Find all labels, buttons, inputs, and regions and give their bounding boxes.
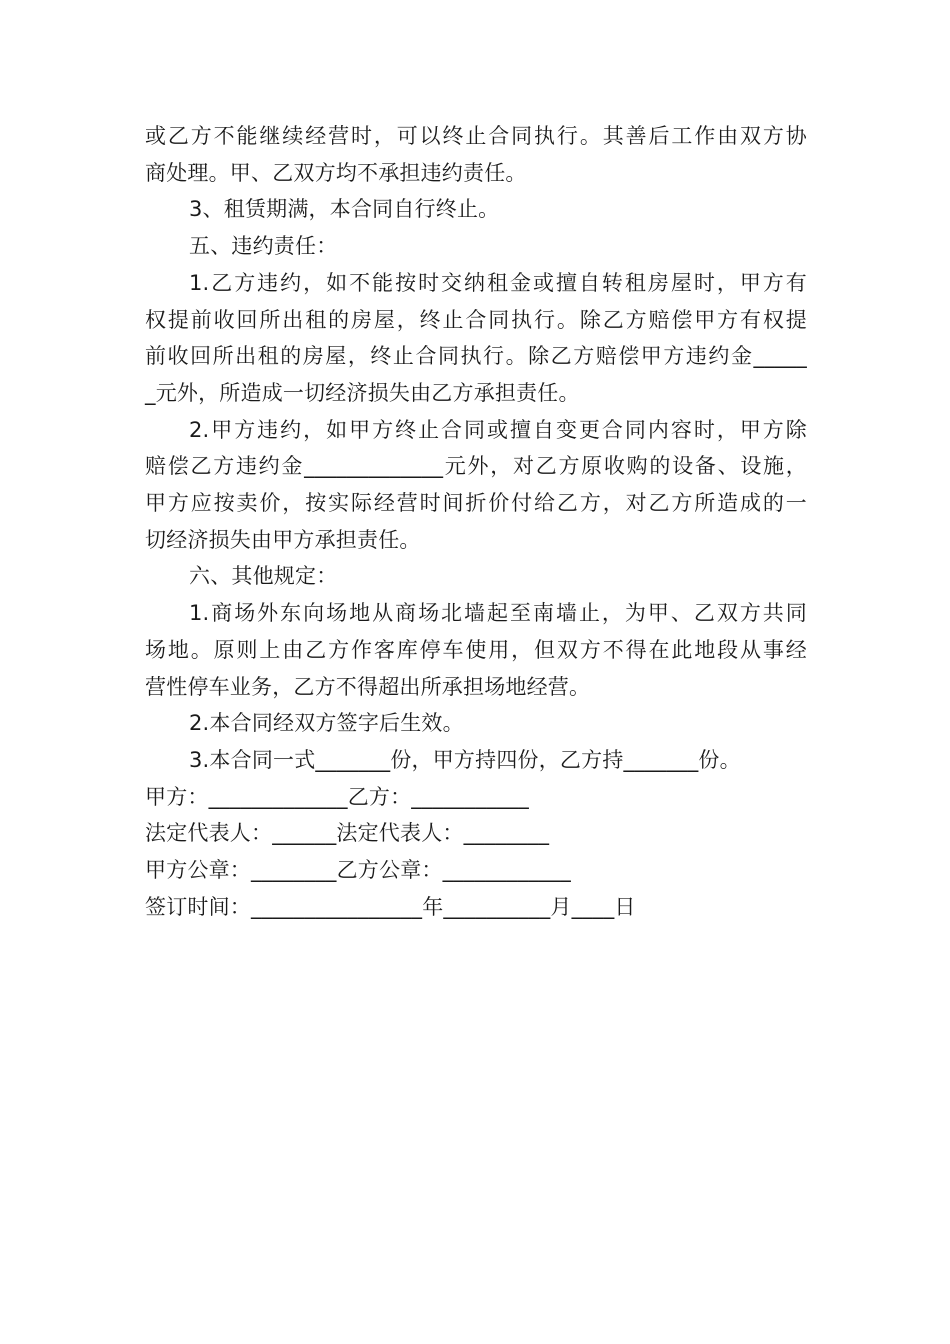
clause-term-end: 3、租赁期满，本合同自行终止。 [189,197,500,222]
paragraph-line: 或乙方不能继续经营时，可以终止合同执行。其善后工作由双方协 [145,124,807,148]
paragraph-line: 赔偿乙方违约金_____________元外，对乙方原收购的设备、设施， [145,454,807,479]
paragraph-line: _元外，所造成一切经济损失由乙方承担责任。 [145,380,580,405]
signature-representatives: 法定代表人：______法定代表人：________ [145,821,550,846]
paragraph-line: 权提前收回所出租的房屋，终止合同执行。除乙方赔偿甲方有权提 [145,307,807,332]
paragraph-line: 商处理。甲、乙双方均不承担违约责任。 [145,160,527,185]
contract-body [145,118,807,925]
paragraph-line: 2.甲方违约，如甲方终止合同或擅自变更合同内容时，甲方除 [189,417,807,442]
clause-effective: 2.本合同经双方签字后生效。 [189,711,464,736]
paragraph-line: 1.乙方违约，如不能按时交纳租金或擅自转租房屋时，甲方有 [189,270,807,295]
signature-seals: 甲方公章：________乙方公章：____________ [145,858,571,883]
signature-parties: 甲方：_____________乙方：___________ [145,784,529,809]
paragraph-line: 甲方应按卖价，按实际经营时间折价付给乙方，对乙方所造成的一 [145,491,807,516]
paragraph-line: 切经济损失由甲方承担责任。 [145,527,421,552]
signature-date: 签订时间：________________年__________月____日 [145,894,636,919]
clause-copies: 3.本合同一式_______份，甲方持四份，乙方持_______份。 [189,747,741,772]
paragraph-line: 场地。原则上由乙方作客库停车使用，但双方不得在此地段从事经 [145,637,807,662]
paragraph-line: 前收回所出租的房屋，终止合同执行。除乙方赔偿甲方违约金_____ [145,344,807,369]
paragraph-line: 营性停车业务，乙方不得超出所承担场地经营。 [145,674,591,699]
section-heading-breach: 五、违约责任： [189,234,338,259]
paragraph-line: 1.商场外东向场地从商场北墙起至南墙止，为甲、乙双方共同 [189,601,807,626]
section-heading-other: 六、其他规定： [189,564,338,589]
